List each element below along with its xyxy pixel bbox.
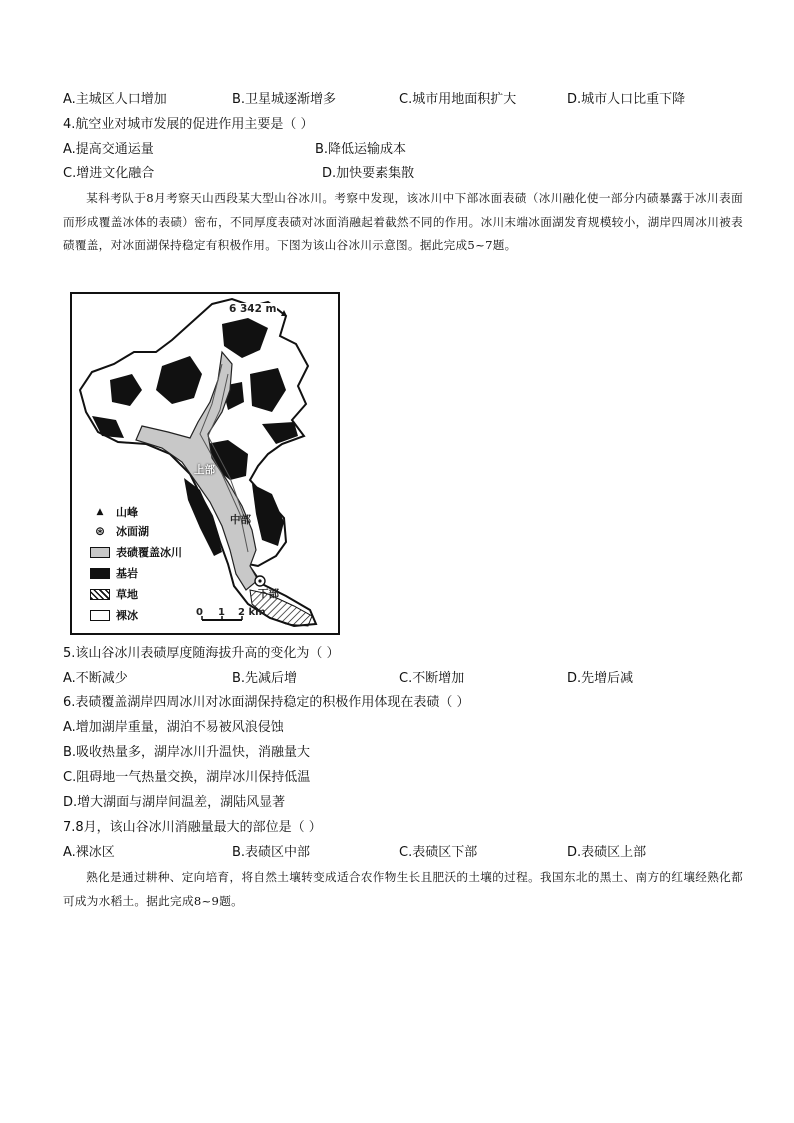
- q5-option-a: A.不断减少: [63, 671, 128, 686]
- bedrock-swatch: [90, 568, 110, 579]
- q5-option-b: B.先减后增: [232, 671, 298, 686]
- q7-option-c: C.表碛区下部: [399, 845, 478, 860]
- q5-stem: 5.该山谷冰川表碛厚度随海拔升高的变化为（ ）: [63, 646, 340, 661]
- legend-bedrock: 基岩: [90, 565, 138, 581]
- legend-bare-ice: 裸冰: [90, 607, 138, 623]
- grassland-swatch: [90, 589, 110, 600]
- q6-option-d: D.增大湖面与湖岸间温差，湖陆风显著: [63, 795, 286, 810]
- q6-option-c: C.阻碍地一气热量交换，湖岸冰川保持低温: [63, 770, 311, 785]
- q4-stem: 4.航空业对城市发展的促进作用主要是（ ）: [63, 117, 314, 132]
- q6-stem: 6.表碛覆盖湖岸四周冰川对冰面湖保持稳定的积极作用体现在表碛（ ）: [63, 695, 470, 710]
- q3-option-c: C.城市用地面积扩大: [399, 92, 517, 107]
- passage-glacier: 某科考队于8月考察天山西段某大型山谷冰川。考察中发现，该冰川中下部冰面表碛（冰川融化使一部分内碛暴露于冰川表面而形成覆盖冰体的表碛）密布，不同厚度表碛对冰面消融起着截然不同的作用。冰川末端冰面湖发育规模较小，湖岸四周冰川被表碛覆盖，对冰面湖保持稳定有积极作用。下图为该山谷冰川示意图。据此完成5~7题。: [63, 191, 743, 253]
- peak-elevation-label: 6 342 m: [229, 303, 277, 315]
- q7-stem: 7.8月，该山谷冰川消融量最大的部位是（ ）: [63, 820, 322, 835]
- q7-option-a: A.裸冰区: [63, 845, 115, 860]
- zone-upper-label: 上部: [194, 464, 215, 476]
- q3-option-d: D.城市人口比重下降: [567, 92, 686, 107]
- scale-tick-0: 0: [196, 607, 203, 618]
- scale-tick-2: 2 km: [238, 607, 266, 618]
- q6-option-b: B.吸收热量多，湖岸冰川升温快，消融量大: [63, 745, 311, 760]
- q4-option-a: A.提高交通运量: [63, 142, 154, 157]
- q6-option-a: A.增加湖岸重量，湖泊不易被风浪侵蚀: [63, 720, 284, 735]
- zone-lower-label: 下部: [258, 588, 279, 600]
- q7-option-d: D.表碛区上部: [567, 845, 647, 860]
- peak-icon: ▲: [96, 507, 104, 517]
- bare-ice-swatch: [90, 610, 110, 621]
- q3-option-b: B.卫星城逐渐增多: [232, 92, 337, 107]
- legend-debris-glacier: 表碛覆盖冰川: [90, 544, 182, 560]
- scale-tick-1: 1: [218, 607, 225, 618]
- legend-grassland: 草地: [90, 586, 138, 602]
- glacier-map: [70, 292, 340, 635]
- zone-middle-label: 中部: [230, 514, 251, 526]
- q4-option-b: B.降低运输成本: [315, 142, 407, 157]
- legend-peak: ▲ 山峰: [90, 504, 138, 520]
- passage-soil: 熟化是通过耕种、定向培育，将自然土壤转变成适合农作物生长且肥沃的土壤的过程。我国东北的黑土、南方的红壤经熟化都可成为水稻土。据此完成8~9题。: [63, 870, 743, 908]
- q4-option-c: C.增进文化融合: [63, 166, 155, 181]
- legend-lake: ⊛ 冰面湖: [90, 523, 149, 539]
- q5-option-c: C.不断增加: [399, 671, 465, 686]
- q4-option-d: D.加快要素集散: [322, 166, 415, 181]
- q5-option-d: D.先增后减: [567, 671, 634, 686]
- debris-swatch: [90, 547, 110, 558]
- q3-option-a: A.主城区人口增加: [63, 92, 167, 107]
- q7-option-b: B.表碛区中部: [232, 845, 311, 860]
- lake-icon: ⊛: [94, 524, 106, 538]
